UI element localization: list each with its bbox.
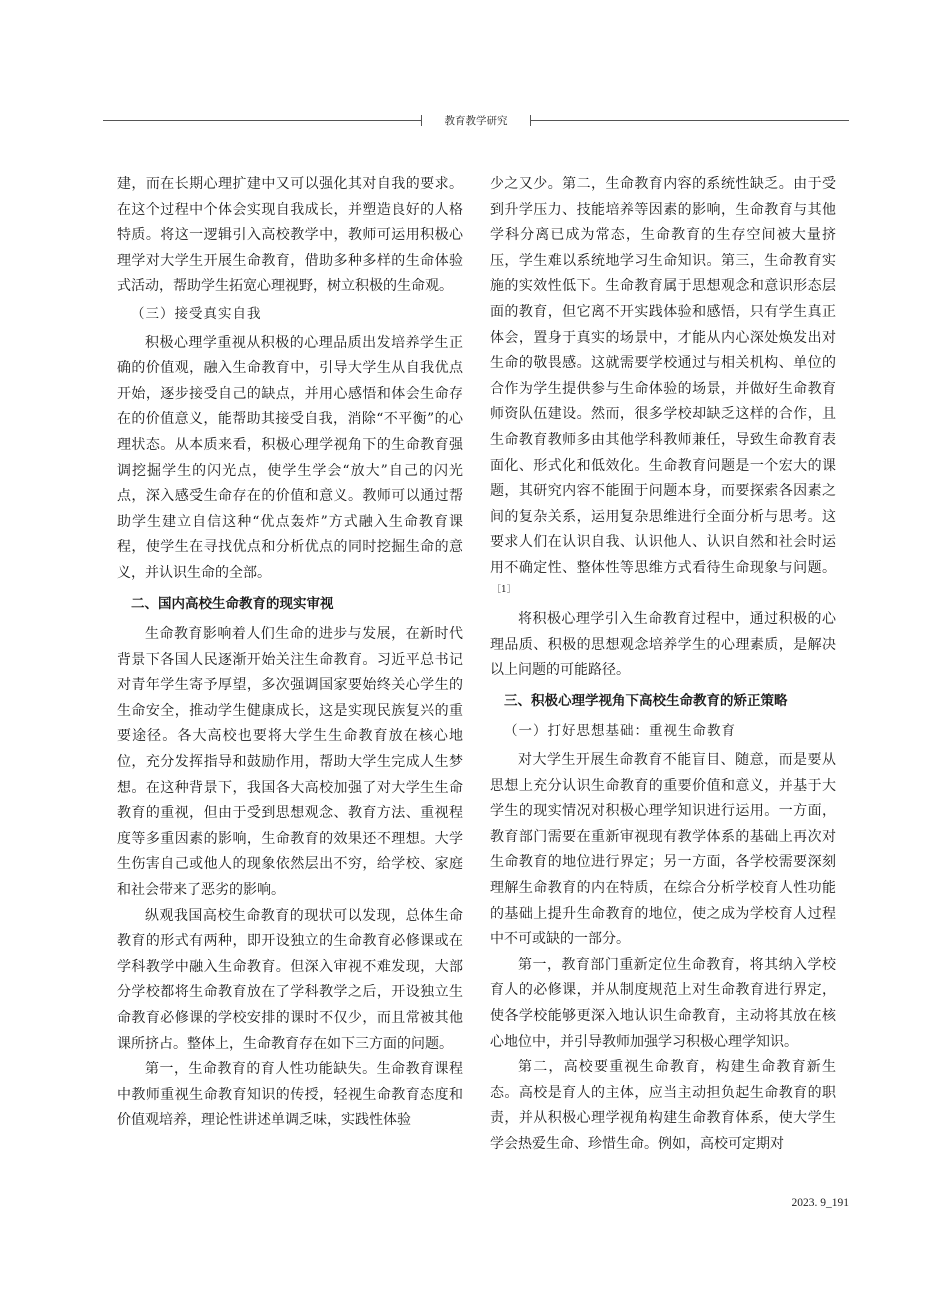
paragraph: 第一，生命教育的育人性功能缺失。生命教育课程中教师重视生命教育知识的传授，轻视生命教育态度和价值观培养，理论性讲述单调乏味，实践性体验 — [117, 1061, 463, 1129]
paragraph: 对大学生开展生命教育不能盲目、随意，而是要从思想上充分认识生命教育的重要价值和意义，并基于大学生的现实情况对积极心理学知识进行运用。一方面，教育部门需要在重新审视现有教学体系的基础上再次对生命教育的地位进行界定；另一方面，各学校需要深刻理解生命教育的内在特质，在综合分析学校育人性功能的基础上提升生命教育的地位，使之成为学校育人过程中不可或缺的一部分。 — [490, 752, 836, 948]
right-column — [490, 172, 836, 1158]
subheading: （一）打好思想基础：重视生命教育 — [504, 723, 736, 740]
paragraph-text: 少之又少。第二，生命教育内容的系统性缺乏。由于受到升学压力、技能培养等因素的影响，生命教育与其他学科分离已成为常态，生命教育的生存空间被大量挤压，学生难以系统地学习生命知识。第三，生命教育实施的实效性低下。生命教育属于思想观念和意识形态层面的教育，但它离不开实践体验和感悟，只有学生真正体会，置身于真实的场景中，才能从内心深处焕发出对生命的敬畏感。这就需要学校通过与相关机构、单位的合作为学生提供参与生命体验的场景，并做好生命教育师资队伍建设。然而，很多学校却缺乏这样的合作，且生命教育教师多由其他学科教师兼任，导致生命教育表面化、形式化和低效化。生命教育问题是一个宏大的课题，其研究内容不能囿于问题本身，而要探索各因素之间的复杂关系，运用复杂思维进行全面分析与思考。这要求人们在认识自我、认识他人、认识自然和社会时运用不确定性、整体性等思维方式看待生命现象与问题。 — [490, 176, 836, 576]
paragraph: 第二，高校要重视生命教育，构建生命教育新生态。高校是育人的主体，应当主动担负起生命教育的职责，并从积极心理学视角构建生命教育体系，使大学生学会热爱生命、珍惜生命。例如，高校可定期对 — [490, 1059, 836, 1152]
paragraph: 积极心理学重视从积极的心理品质出发培养学生正确的价值观，融入生命教育中，引导大学生从自我优点开始，逐步接受自己的缺点，并用心感悟和体会生命存在的价值意义，能帮助其接受自我，消除“不平衡”的心理状态。从本质来看，积极心理学视角下的生命教育强调挖掘学生的闪光点，使学生学会“放大”自己的闪光点，深入感受生命存在的价值和意义。教师可以通过帮助学生建立自信这种“优点轰炸”方式融入生命教育课程，使学生在寻找优点和分析优点的同时挖掘生命的意义，并认识生命的全部。 — [117, 334, 463, 581]
subheading: （三）接受真实自我 — [131, 305, 262, 322]
paragraph: 生命教育影响着人们生命的进步与发展，在新时代背景下各国人民逐渐开始关注生命教育。习近平总书记对青年学生寄予厚望，多次强调国家要始终关心学生的生命安全，推动学生健康成长，这是实现民族复兴的重要途径。各大高校也要将大学生生命教育放在核心地位，充分发挥指导和鼓励作用，帮助大学生完成人生梦想。在这种背景下，我国各大高校加强了对大学生生命教育的重视，但由于受到思想观念、教育方法、重视程度等多重因素的影响，生命教育的效果还不理想。大学生伤害自己或他人的现象依然层出不穷，给学校、家庭和社会带来了恶劣的影响。 — [117, 626, 463, 899]
section-heading: 二、国内高校生命教育的现实审视 — [131, 595, 334, 612]
citation-marker: ［1］ — [492, 584, 516, 595]
paragraph: 第一，教育部门重新定位生命教育，将其纳入学校育人的必修课，并从制度规范上对生命教育进行界定，使各学校能够更深入地认识生命教育，主动将其放在核心地位中，并引导教师加强学习积极心理学知识。 — [490, 956, 836, 1050]
paragraph: 纵观我国高校生命教育的现状可以发现，总体生命教育的形式有两种，即开设独立的生命教育必修课或在学科教学中融入生命教育。但深入审视不难发现，大部分学校都将生命教育放在了学科教学之后，开设独立生命教育必修课的学校安排的课时不仅少，而且常被其他课所挤占。整体上，生命教育存在如下三方面的问题。 — [117, 907, 463, 1052]
journal-section-title: 教育教学研究 — [444, 115, 508, 127]
paragraph: 建，而在长期心理扩建中又可以强化其对自我的要求。在这个过程中个体会实现自我成长，并塑造良好的人格特质。将这一逻辑引入高校教学中，教师可运用积极心理学对大学生开展生命教育，借助多种多样的生命体验式活动，帮助学生拓宽心理视野，树立积极的生命观。 — [117, 176, 463, 295]
left-column — [117, 172, 463, 1134]
section-heading: 三、积极心理学视角下高校生命教育的矫正策略 — [504, 692, 788, 709]
paragraph: 将积极心理学引入生命教育过程中，通过积极的心理品质、积极的思想观念培养学生的心理素质，是解决以上问题的可能路径。 — [490, 611, 836, 679]
header-rule-right — [531, 120, 849, 121]
paragraph — [490, 172, 836, 607]
page-number: 2023. 9_191 — [791, 1197, 849, 1209]
running-header — [103, 113, 849, 129]
